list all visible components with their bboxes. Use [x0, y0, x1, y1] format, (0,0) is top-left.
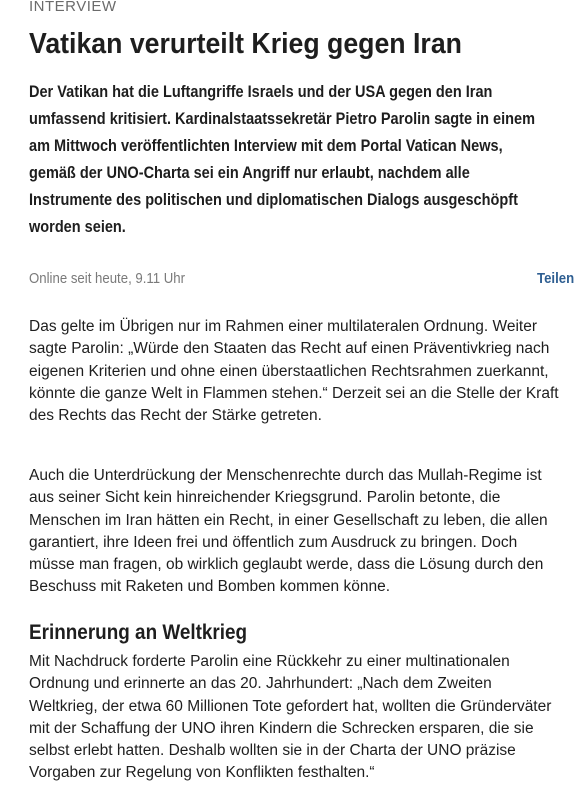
article-title: Vatikan verurteilt Krieg gegen Iran [29, 28, 462, 60]
section-subheading: Erinnerung an Weltkrieg [29, 621, 248, 644]
body-paragraph-2: Auch die Unterdrückung der Menschenrechte durch das Mullah-Regime ist aus seiner Sicht kein hinreichender Kriegsgrund. Parolin betonte, die Menschen im Iran hätten ein Recht, in einer Gesellschaft zu leben, die allen garantiert, ihre Ideen frei und öffentlich zum Ausdruck zu bringen. Doch müsse man fragen, ob wirklich geglaubt werde, dass die Lösung durch den Beschuss mit Raketen und Bomben kommen könne. [29, 467, 548, 596]
article-kicker: INTERVIEW [29, 0, 117, 15]
share-link[interactable]: Teilen [537, 270, 574, 287]
body-paragraph-1: Das gelte im Übrigen nur im Rahmen einer multilateralen Ordnung. Weiter sagte Parolin: „Würde den Staaten das Recht auf einen Präventivkrieg nach eigenen Kriterien und ohne einen überstaatlichen Rechtsrahmen zuerkannt, könnte die ganze Welt in Flammen stehen.“ Derzeit sei an die Stelle der Kraft des Rechts das Recht der Stärke getreten. [29, 318, 559, 425]
article-lead: Der Vatikan hat die Luftangriffe Israels und der USA gegen den Iran umfassend kritisiert. Kardinalstaatssekretär Pietro Parolin sagte in einem am Mittwoch veröffentlichten Interview mit dem Portal Vatican News, gemäß der UNO-Charta sei ein Angriff nur erlaubt, nachdem alle Instrumente des politischen und diplomatischen Dialogs ausgeschöpft worden seien. [29, 83, 535, 236]
article-meta [29, 270, 574, 292]
publish-timestamp: Online seit heute, 9.11 Uhr [29, 270, 186, 287]
body-paragraph-3: Mit Nachdruck forderte Parolin eine Rückkehr zu einer multinationalen Ordnung und erinnerte an das 20. Jahrhundert: „Nach dem Zweiten Weltkrieg, der etwa 60 Millionen Tote gefordert hat, wollten die Gründerväter mit der Schaffung der UNO ihren Kindern die Schrecken ersparen, die sie selbst erlebt hatten. Deshalb wollten sie in der Charta der UNO präzise Vorgaben zur Regelung von Konflikten festhalten.“ [29, 653, 552, 782]
